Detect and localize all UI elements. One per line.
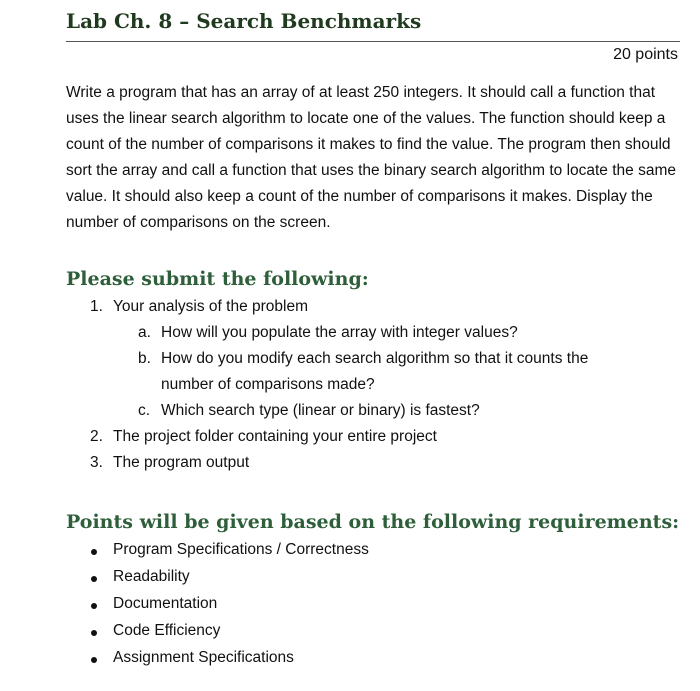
assignment-description: Write a program that has an array of at least 250 integers. It should call a function that uses the linear search algorithm to locate one of the values. The function should keep a count of the number of comparisons it makes to find the value. The program then should sort the array and call a function that uses the binary search algorithm to locate the same value. It should also keep a count of the number of comparisons it makes. Display the number of comparisons on the screen.	[66, 84, 676, 231]
points-value: 20 points	[613, 46, 678, 63]
list-item-text: The project folder containing your entire project	[113, 428, 437, 445]
bullet-icon	[91, 576, 97, 582]
sublist-marker: a.	[138, 324, 151, 341]
sublist-item-text: How do you modify each search algorithm so that it counts the	[161, 350, 589, 367]
sublist-item-continuation: number of comparisons made?	[161, 376, 375, 393]
bullet-icon	[91, 603, 97, 609]
list-item-text: Your analysis of the problem	[113, 298, 309, 315]
title-divider	[66, 41, 680, 42]
bullet-icon	[91, 630, 97, 636]
list-marker: 1.	[90, 298, 103, 315]
requirement-text: Program Specifications / Correctness	[113, 541, 369, 558]
sublist-marker: c.	[138, 402, 151, 419]
requirement-text: Readability	[113, 568, 190, 585]
list-item-text: The program output	[113, 454, 250, 471]
sublist-marker: b.	[138, 350, 151, 367]
requirement-text: Assignment Specifications	[113, 649, 294, 666]
list-marker: 3.	[90, 454, 103, 471]
bullet-icon	[91, 549, 97, 555]
requirement-text: Documentation	[113, 595, 218, 612]
requirement-text: Code Efficiency	[113, 622, 221, 639]
list-marker: 2.	[90, 428, 103, 445]
bullet-icon	[91, 657, 97, 663]
sublist-item-text: How will you populate the array with integer values?	[161, 324, 518, 341]
page-title: Lab Ch. 8 – Search Benchmarks	[66, 9, 422, 33]
submit-heading: Please submit the following:	[66, 268, 369, 290]
requirements-heading: Points will be given based on the following requirements:	[66, 511, 680, 533]
sublist-item-text: Which search type (linear or binary) is fastest?	[161, 402, 480, 419]
